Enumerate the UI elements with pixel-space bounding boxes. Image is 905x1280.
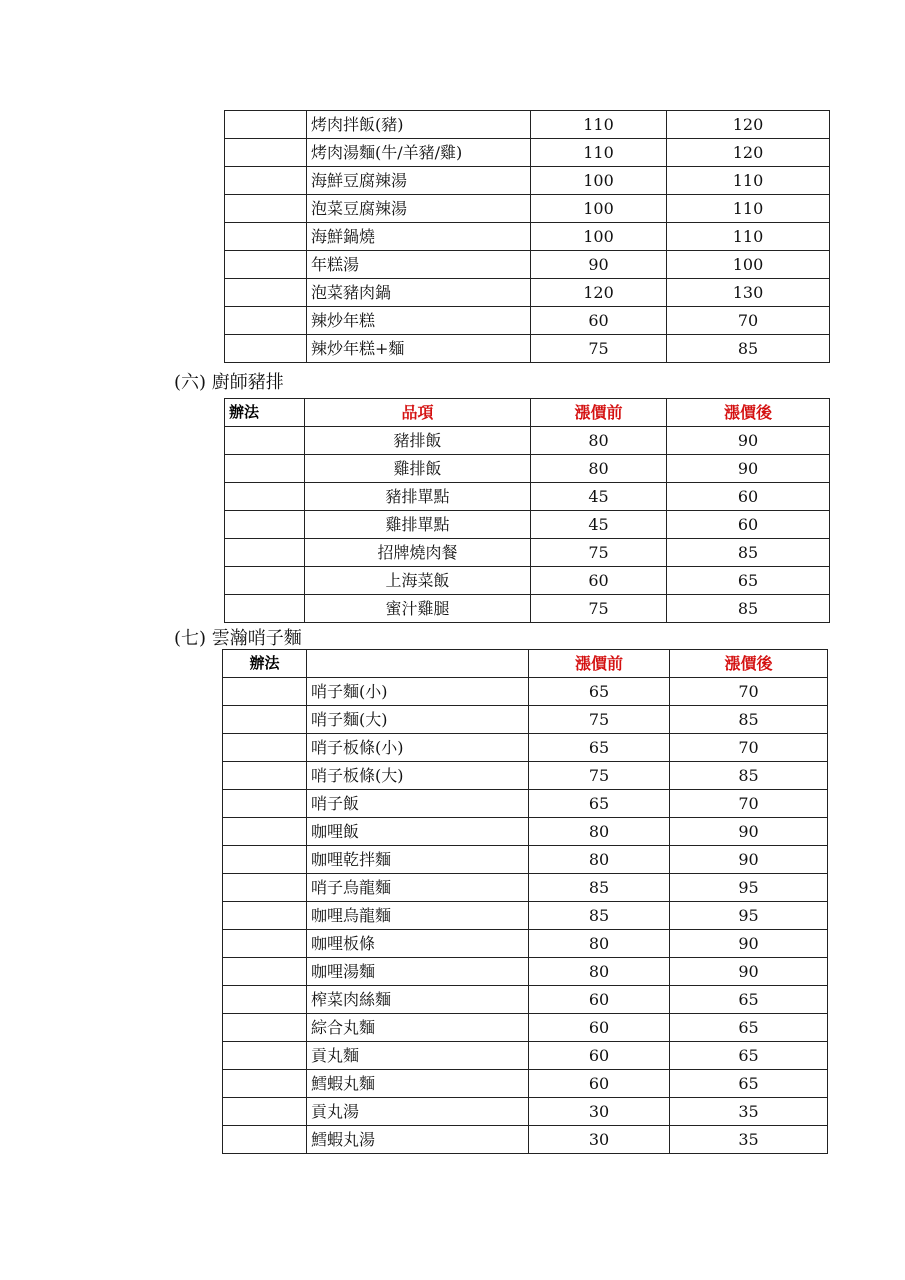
item-cell: 咖哩乾拌麵 (307, 846, 529, 874)
table-row (223, 930, 828, 958)
price-after-cell: 90 (667, 455, 830, 483)
table-row (223, 818, 828, 846)
table-row (225, 455, 830, 483)
price-before-cell: 120 (531, 279, 667, 307)
price-after-cell: 65 (670, 986, 828, 1014)
table-row (225, 139, 830, 167)
price-before-cell: 45 (531, 483, 667, 511)
table-row (225, 111, 830, 139)
table-row (225, 511, 830, 539)
price-after-cell: 90 (670, 930, 828, 958)
item-cell: 哨子板條(大) (307, 762, 529, 790)
method-cell (223, 1098, 307, 1126)
method-cell (223, 1070, 307, 1098)
table-row (223, 762, 828, 790)
header-item: 品項 (305, 399, 531, 427)
item-cell: 哨子麵(小) (307, 678, 529, 706)
item-cell: 雞排飯 (305, 455, 531, 483)
method-cell (223, 874, 307, 902)
item-cell: 蜜汁雞腿 (305, 595, 531, 623)
table-row (225, 335, 830, 363)
method-cell (225, 539, 305, 567)
price-after-cell: 70 (670, 734, 828, 762)
price-after-cell: 120 (667, 139, 830, 167)
method-cell (225, 223, 307, 251)
price-before-cell: 100 (531, 223, 667, 251)
price-before-cell: 100 (531, 195, 667, 223)
table1-body (225, 111, 830, 363)
price-before-cell: 75 (529, 706, 670, 734)
price-after-cell: 100 (667, 251, 830, 279)
method-cell (225, 195, 307, 223)
table-row (223, 1014, 828, 1042)
price-after-cell: 95 (670, 874, 828, 902)
item-cell: 鱈蝦丸湯 (307, 1126, 529, 1154)
table-row (223, 678, 828, 706)
price-before-cell: 85 (529, 874, 670, 902)
method-cell (225, 595, 305, 623)
price-after-cell: 130 (667, 279, 830, 307)
table-row (225, 167, 830, 195)
price-after-cell: 110 (667, 223, 830, 251)
price-after-cell: 110 (667, 195, 830, 223)
price-after-cell: 65 (670, 1070, 828, 1098)
item-cell: 泡菜豆腐辣湯 (307, 195, 531, 223)
price-before-cell: 75 (531, 335, 667, 363)
price-after-cell: 35 (670, 1098, 828, 1126)
item-cell: 豬排單點 (305, 483, 531, 511)
price-before-cell: 75 (529, 762, 670, 790)
method-cell (223, 678, 307, 706)
method-cell (223, 818, 307, 846)
table-row (223, 790, 828, 818)
price-table-continued (224, 110, 830, 363)
table-row (223, 1126, 828, 1154)
price-after-cell: 85 (667, 539, 830, 567)
header-after: 漲價後 (670, 650, 828, 678)
section-title-6: (六) 廚師豬排 (174, 372, 284, 393)
method-cell (223, 1014, 307, 1042)
price-before-cell: 110 (531, 139, 667, 167)
method-cell (225, 251, 307, 279)
method-cell (225, 567, 305, 595)
price-after-cell: 90 (667, 427, 830, 455)
price-after-cell: 65 (667, 567, 830, 595)
item-cell: 咖哩板條 (307, 930, 529, 958)
item-cell: 烤肉拌飯(豬) (307, 111, 531, 139)
price-before-cell: 65 (529, 790, 670, 818)
method-cell (223, 986, 307, 1014)
item-cell: 貢丸麵 (307, 1042, 529, 1070)
price-before-cell: 65 (529, 678, 670, 706)
item-cell: 泡菜豬肉鍋 (307, 279, 531, 307)
table-row (225, 195, 830, 223)
price-before-cell: 110 (531, 111, 667, 139)
method-cell (223, 902, 307, 930)
price-after-cell: 90 (670, 958, 828, 986)
table-row (223, 734, 828, 762)
method-cell (225, 427, 305, 455)
price-after-cell: 70 (670, 678, 828, 706)
price-before-cell: 80 (529, 958, 670, 986)
method-cell (223, 930, 307, 958)
table-row (225, 251, 830, 279)
price-table-chef-pork (224, 398, 830, 623)
price-before-cell: 80 (531, 427, 667, 455)
price-before-cell: 65 (529, 734, 670, 762)
method-cell (223, 790, 307, 818)
method-cell (225, 335, 307, 363)
item-cell: 海鮮豆腐辣湯 (307, 167, 531, 195)
item-cell: 貢丸湯 (307, 1098, 529, 1126)
price-before-cell: 80 (531, 455, 667, 483)
price-table-yunhan-noodle (222, 649, 828, 1154)
item-cell: 綜合丸麵 (307, 1014, 529, 1042)
price-before-cell: 75 (531, 595, 667, 623)
table-row (223, 902, 828, 930)
method-cell (225, 483, 305, 511)
method-cell (225, 455, 305, 483)
price-after-cell: 120 (667, 111, 830, 139)
table-row (223, 986, 828, 1014)
item-cell: 招牌燒肉餐 (305, 539, 531, 567)
price-before-cell: 75 (531, 539, 667, 567)
item-cell: 年糕湯 (307, 251, 531, 279)
method-cell (223, 734, 307, 762)
table-row (225, 539, 830, 567)
header-before: 漲價前 (531, 399, 667, 427)
table-row (223, 1070, 828, 1098)
price-before-cell: 85 (529, 902, 670, 930)
price-before-cell: 30 (529, 1126, 670, 1154)
item-cell: 烤肉湯麵(牛/羊豬/雞) (307, 139, 531, 167)
item-cell: 咖哩飯 (307, 818, 529, 846)
header-method: 辦法 (223, 650, 307, 678)
header-before: 漲價前 (529, 650, 670, 678)
price-before-cell: 90 (531, 251, 667, 279)
header-item (307, 650, 529, 678)
price-after-cell: 95 (670, 902, 828, 930)
price-before-cell: 45 (531, 511, 667, 539)
item-cell: 哨子板條(小) (307, 734, 529, 762)
price-before-cell: 60 (531, 567, 667, 595)
method-cell (225, 111, 307, 139)
table-header-row (223, 650, 828, 678)
method-cell (223, 1126, 307, 1154)
table-row (223, 706, 828, 734)
table-row (223, 846, 828, 874)
table-row (223, 1042, 828, 1070)
item-cell: 哨子烏龍麵 (307, 874, 529, 902)
method-cell (225, 279, 307, 307)
price-after-cell: 85 (667, 595, 830, 623)
table-row (225, 223, 830, 251)
price-before-cell: 60 (529, 1070, 670, 1098)
method-cell (225, 307, 307, 335)
item-cell: 辣炒年糕+麵 (307, 335, 531, 363)
item-cell: 雞排單點 (305, 511, 531, 539)
table-row (225, 307, 830, 335)
item-cell: 辣炒年糕 (307, 307, 531, 335)
method-cell (223, 1042, 307, 1070)
price-after-cell: 90 (670, 818, 828, 846)
price-after-cell: 35 (670, 1126, 828, 1154)
item-cell: 咖哩湯麵 (307, 958, 529, 986)
table-row (225, 427, 830, 455)
price-after-cell: 110 (667, 167, 830, 195)
price-before-cell: 80 (529, 846, 670, 874)
method-cell (223, 958, 307, 986)
item-cell: 咖哩烏龍麵 (307, 902, 529, 930)
header-after: 漲價後 (667, 399, 830, 427)
price-before-cell: 80 (529, 818, 670, 846)
method-cell (223, 846, 307, 874)
price-after-cell: 70 (667, 307, 830, 335)
item-cell: 海鮮鍋燒 (307, 223, 531, 251)
price-before-cell: 30 (529, 1098, 670, 1126)
price-after-cell: 65 (670, 1014, 828, 1042)
price-after-cell: 70 (670, 790, 828, 818)
method-cell (225, 139, 307, 167)
table-header-row (225, 399, 830, 427)
price-after-cell: 85 (670, 762, 828, 790)
table3-body (223, 678, 828, 1154)
price-before-cell: 80 (529, 930, 670, 958)
section-title-7: (七) 雲瀚哨子麵 (174, 628, 302, 649)
price-before-cell: 100 (531, 167, 667, 195)
table-row (223, 1098, 828, 1126)
price-after-cell: 85 (670, 706, 828, 734)
table2-body (225, 427, 830, 623)
item-cell: 上海菜飯 (305, 567, 531, 595)
price-before-cell: 60 (529, 1014, 670, 1042)
price-before-cell: 60 (531, 307, 667, 335)
item-cell: 鱈蝦丸麵 (307, 1070, 529, 1098)
price-after-cell: 60 (667, 511, 830, 539)
price-after-cell: 85 (667, 335, 830, 363)
table-row (223, 958, 828, 986)
item-cell: 榨菜肉絲麵 (307, 986, 529, 1014)
header-method: 辦法 (225, 399, 305, 427)
item-cell: 哨子飯 (307, 790, 529, 818)
method-cell (225, 167, 307, 195)
table-row (225, 279, 830, 307)
method-cell (225, 511, 305, 539)
price-before-cell: 60 (529, 986, 670, 1014)
table-row (225, 567, 830, 595)
table-row (223, 874, 828, 902)
table-row (225, 483, 830, 511)
method-cell (223, 762, 307, 790)
method-cell (223, 706, 307, 734)
price-after-cell: 90 (670, 846, 828, 874)
price-before-cell: 60 (529, 1042, 670, 1070)
price-after-cell: 60 (667, 483, 830, 511)
item-cell: 哨子麵(大) (307, 706, 529, 734)
price-after-cell: 65 (670, 1042, 828, 1070)
item-cell: 豬排飯 (305, 427, 531, 455)
table-row (225, 595, 830, 623)
